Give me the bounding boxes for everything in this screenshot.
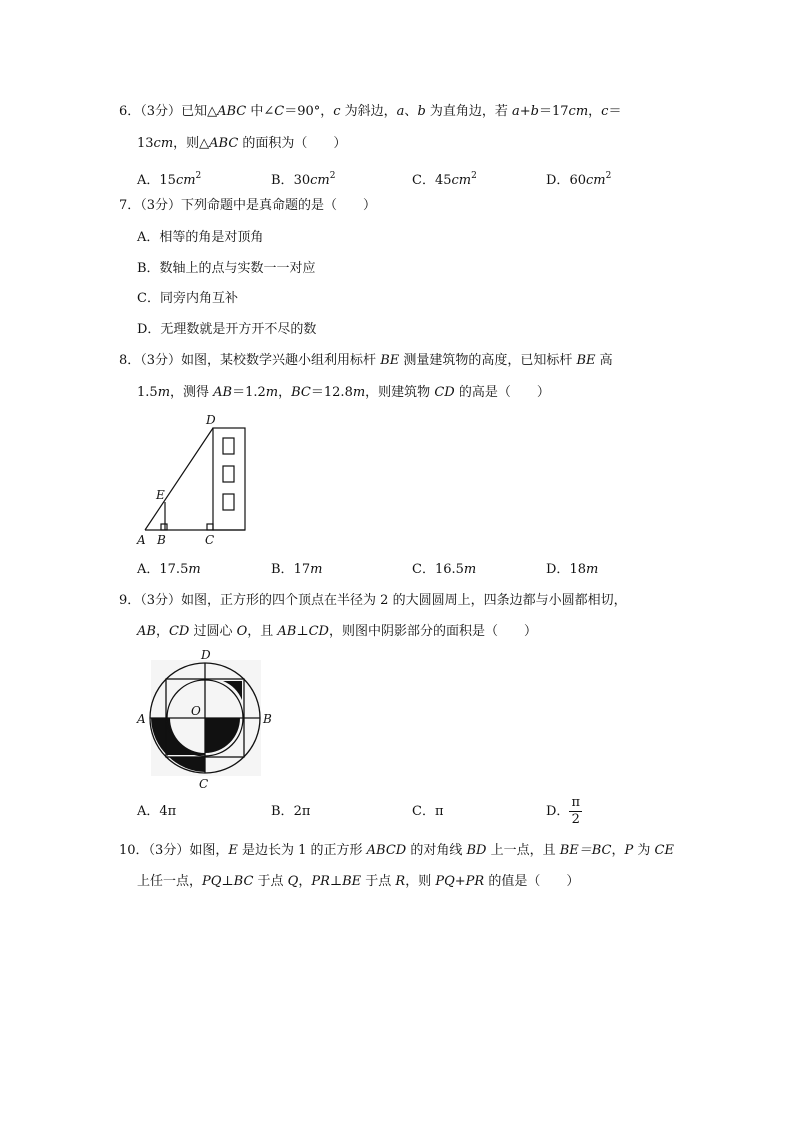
q8-option-d[interactable] — [546, 561, 598, 579]
q8-line-2 — [137, 384, 550, 402]
q8-text: ＝12.8 — [310, 385, 353, 400]
q8-text: ， — [278, 385, 292, 400]
building-window — [223, 438, 234, 454]
q9-figure — [135, 646, 275, 792]
option-exponent: 2 — [195, 171, 202, 181]
option-value: 45 — [434, 173, 452, 188]
q8-text: ，则建筑物 — [365, 385, 435, 400]
q6-var: b — [417, 104, 426, 119]
label-d: D — [206, 413, 216, 427]
q6-text: 为直角边，若 — [425, 104, 513, 119]
q10-text: 于点 — [253, 874, 288, 889]
q8-text: 的高是（ ） — [454, 385, 550, 400]
option-value: 4π — [159, 804, 177, 819]
q10-var: PR⊥BE — [311, 874, 362, 889]
option-letter: B． — [271, 173, 294, 188]
label-c: C — [205, 533, 215, 547]
q8-text: ＝1.2 — [232, 385, 266, 400]
q9-line-1: 9．（3分）如图，正方形的四个顶点在半径为 2 的大圆圆周上，四条边都与小圆都相切， — [119, 593, 627, 608]
fraction — [569, 795, 582, 828]
q10-text: 是边长为 1 的正方形 — [237, 843, 367, 858]
sight-line — [145, 428, 213, 530]
option-unit: m — [188, 562, 201, 577]
option-letter: C． — [412, 804, 435, 819]
q10-text: 为 — [633, 843, 655, 858]
q8-option-a[interactable] — [137, 561, 201, 579]
label-a: A — [137, 712, 146, 726]
q9-line-2 — [137, 623, 537, 641]
q10-text: 10．（3分）如图， — [119, 843, 229, 858]
q6-text: ， — [588, 104, 602, 119]
q6-var: ABC — [217, 104, 247, 119]
option-value: 30 — [293, 173, 311, 188]
option-letter: A． — [137, 173, 160, 188]
q6-var: c — [601, 104, 609, 119]
q8-var: BC — [291, 385, 311, 400]
q7-option-d[interactable]: D．无理数就是开方开不尽的数 — [137, 322, 317, 337]
option-letter: B． — [271, 562, 294, 577]
q6-text: 13 — [137, 136, 154, 151]
q10-var: Q — [287, 874, 299, 889]
q6-option-b[interactable] — [271, 167, 335, 190]
q8-text: ，测得 — [170, 385, 214, 400]
q8-unit: m — [352, 385, 366, 400]
q9-text: ， — [155, 624, 169, 639]
option-value: 2π — [293, 804, 311, 819]
building-window — [223, 494, 234, 510]
q7-option-c[interactable]: C．同旁内角互补 — [137, 291, 238, 306]
q6-option-d[interactable] — [546, 167, 611, 190]
q8-text: 1.5 — [137, 385, 158, 400]
building — [213, 428, 245, 530]
q6-text: ＝90°， — [284, 104, 334, 119]
option-letter: D． — [546, 804, 570, 819]
option-letter: A． — [137, 562, 160, 577]
option-unit: m — [310, 562, 323, 577]
q7-option-b[interactable]: B．数轴上的点与实数一一对应 — [137, 261, 316, 276]
q6-text: 为斜边， — [340, 104, 397, 119]
q8-figure — [135, 412, 260, 550]
q6-text: 中∠ — [246, 104, 275, 119]
label-c: C — [199, 777, 209, 791]
q9-text: ，且 — [247, 624, 278, 639]
q6-text: 、 — [404, 104, 418, 119]
q6-score: （3分） — [140, 104, 182, 119]
q8-unit: m — [157, 385, 171, 400]
label-b: B — [157, 533, 166, 547]
option-value: 15 — [159, 173, 176, 188]
option-value: 18 — [569, 562, 586, 577]
building-window — [223, 466, 234, 482]
q6-var: a+b — [512, 104, 539, 119]
q8-var: BE — [576, 353, 596, 368]
option-unit: cm — [310, 173, 330, 188]
q6-var: c — [333, 104, 341, 119]
q9-option-b[interactable] — [271, 803, 310, 821]
q8-unit: m — [265, 385, 279, 400]
option-unit: cm — [585, 173, 606, 188]
q6-text: 已知△ — [181, 104, 218, 119]
option-value: 16.5 — [434, 562, 464, 577]
q10-line-2 — [137, 873, 579, 891]
q6-option-a[interactable] — [137, 167, 201, 190]
option-letter: B． — [271, 804, 294, 819]
label-o: O — [191, 704, 201, 718]
option-unit: m — [463, 562, 477, 577]
q8-var: BE — [380, 353, 400, 368]
q8-text: 高 — [595, 353, 613, 368]
q10-var: R — [395, 874, 406, 889]
q9-var: AB⊥CD — [277, 624, 329, 639]
q10-text: ， — [298, 874, 312, 889]
q10-text: 的对角线 — [406, 843, 467, 858]
q10-var: BE＝BC — [559, 843, 612, 858]
label-d: D — [201, 648, 211, 662]
label-b: B — [263, 712, 272, 726]
option-exponent: 2 — [329, 171, 336, 181]
right-angle-mark-c — [207, 524, 213, 530]
q6-text: ＝ — [608, 104, 622, 119]
q8-var: CD — [434, 385, 455, 400]
option-unit: cm — [175, 173, 196, 188]
q9-var: AB — [137, 624, 156, 639]
q6-text: 的面积为（ ） — [238, 136, 347, 151]
q6-var: a — [396, 104, 405, 119]
q10-var: BD — [466, 843, 487, 858]
q9-var: CD — [168, 624, 190, 639]
q7-option-a[interactable]: A．相等的角是对顶角 — [137, 230, 264, 245]
label-a: A — [137, 533, 146, 547]
q8-option-c[interactable] — [412, 561, 476, 579]
option-unit: cm — [451, 173, 472, 188]
right-angle-mark-b — [161, 524, 167, 530]
q10-var: CE — [654, 843, 674, 858]
q10-text: ，则 — [405, 874, 436, 889]
q10-var: P — [624, 843, 634, 858]
q6-text: ，则△ — [173, 136, 210, 151]
q6-text: ＝17 — [539, 104, 569, 119]
q8-text: 测量建筑物的高度，已知标杆 — [399, 353, 577, 368]
option-unit: m — [585, 562, 599, 577]
q9-text: 过圆心 — [189, 624, 237, 639]
q10-text: ， — [611, 843, 625, 858]
fraction-denominator: 2 — [571, 812, 580, 827]
q7-stem: 7．（3分）下列命题中是真命题的是（ ） — [119, 198, 377, 213]
option-letter: A． — [137, 804, 160, 819]
q9-option-a[interactable] — [137, 803, 176, 821]
option-value: 17.5 — [159, 562, 189, 577]
q6-number: 6． — [119, 104, 141, 119]
q10-var: PQ+PR — [435, 874, 485, 889]
q10-var: PQ⊥BC — [202, 874, 254, 889]
q6-var: ABC — [209, 136, 239, 151]
q9-var: O — [236, 624, 248, 639]
option-exponent: 2 — [471, 171, 477, 181]
q10-text: 于点 — [361, 874, 396, 889]
q8-line-1 — [119, 352, 613, 370]
q6-option-c[interactable] — [412, 167, 477, 190]
option-exponent: 2 — [605, 171, 612, 181]
option-value: π — [434, 804, 444, 819]
q8-text: 8．（3分）如图，某校数学兴趣小组利用标杆 — [119, 353, 381, 368]
q6-line-2 — [137, 135, 346, 153]
q8-var: AB — [213, 385, 233, 400]
option-letter: D． — [546, 562, 570, 577]
q9-option-c[interactable] — [412, 803, 444, 821]
q10-text: 上一点，且 — [486, 843, 560, 858]
q8-option-b[interactable] — [271, 561, 322, 579]
q10-text: 的值是（ ） — [484, 874, 580, 889]
fraction-numerator: π — [571, 795, 580, 810]
option-letter: C． — [412, 562, 435, 577]
q6-unit: cm — [568, 104, 589, 119]
q10-var: ABCD — [366, 843, 407, 858]
q10-line-1 — [119, 842, 674, 860]
option-value: 17 — [293, 562, 311, 577]
q9-option-d[interactable] — [546, 795, 582, 828]
q6-var: C — [274, 104, 285, 119]
q9-text: ，则图中阴影部分的面积是（ ） — [328, 624, 537, 639]
label-e: E — [156, 488, 165, 502]
q10-text: 上任一点， — [137, 874, 203, 889]
q6-line-1 — [119, 103, 621, 121]
option-letter: C． — [412, 173, 435, 188]
q10-var: E — [228, 843, 238, 858]
option-letter: D． — [546, 173, 570, 188]
option-value: 60 — [569, 173, 586, 188]
q6-unit: cm — [153, 136, 174, 151]
